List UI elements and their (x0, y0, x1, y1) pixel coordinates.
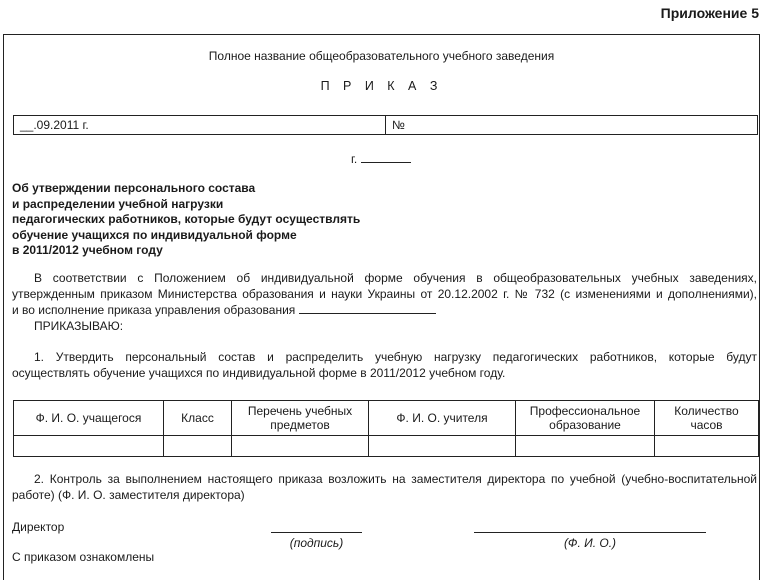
director-label: Директор (12, 520, 65, 534)
column-header: Класс (164, 401, 232, 436)
order-date: __.09.2011 г. (14, 116, 386, 134)
city-blank-line (361, 151, 411, 163)
table-cell (164, 436, 232, 457)
name-line (474, 532, 706, 533)
signature-caption: (подпись) (289, 536, 344, 550)
signature-line (271, 532, 362, 533)
city-field (351, 151, 411, 166)
acknowledged-label: С приказом ознакомлены (12, 550, 155, 564)
subject-line: в 2011/2012 учебном году (12, 243, 163, 257)
table-cell (232, 436, 369, 457)
city-label: г. (351, 152, 358, 166)
subject-line: обучение учащихся по индивидуальной форме (12, 227, 297, 242)
order-number-label: № (392, 118, 405, 132)
order-subject (12, 181, 360, 259)
table-cell (655, 436, 759, 457)
subject-line: педагогических работников, которые будут осуществлять (12, 212, 361, 226)
table-row (14, 436, 759, 457)
item-2 (12, 471, 757, 503)
institution-name: Полное название общеобразовательного учебного заведения (208, 49, 555, 63)
item-1 (12, 349, 757, 381)
date-number-row (13, 115, 758, 135)
appendix-label: Приложение 5 (660, 5, 759, 21)
column-header: Ф. И. О. учащегося (14, 401, 164, 436)
table-cell (369, 436, 516, 457)
item-2-line: 2. Контроль за выполнением настоящего приказа возложить на заместителя директора по учебной (учебно-воспитательной (34, 472, 757, 486)
subject-line: Об утверждении персонального состава (12, 181, 256, 195)
preamble-line-text: и во исполнение приказа управления образования (12, 303, 296, 317)
table-header-row (14, 401, 759, 436)
document-title: П Р И К А З (320, 79, 443, 93)
preamble-line: В соответствии с Положением об индивидуальной форме обучения в общеобразовательных учебных заведениях, (34, 271, 757, 285)
column-header: Перечень учебных предметов (232, 401, 369, 436)
item-2-line: работе) (Ф. И. О. заместителя директора) (12, 488, 245, 502)
table-cell (516, 436, 655, 457)
staff-table (13, 400, 759, 457)
name-caption: (Ф. И. О.) (563, 536, 617, 550)
order-keyword: ПРИКАЗЫВАЮ: (34, 319, 124, 333)
item-1-line: осуществлять обучение учащихся по индивидуальной форме в 2011/2012 учебном году. (12, 366, 506, 380)
column-header: Ф. И. О. учителя (369, 401, 516, 436)
order-reference-blank (299, 302, 436, 314)
column-header: Профессиональное образование (516, 401, 655, 436)
subject-line: и распределении учебной нагрузки (12, 196, 224, 211)
item-1-line: 1. Утвердить персональный состав и распределить учебную нагрузку педагогических работников, которые будут (34, 350, 757, 364)
table-cell (14, 436, 164, 457)
order-form (3, 34, 760, 580)
column-header: Количество часов (655, 401, 759, 436)
preamble-line-3 (12, 302, 757, 318)
preamble (12, 270, 757, 334)
preamble-line: утвержденным приказом Министерства образования и науки Украины от 20.12.2002 г. № 732 (с изменениями и дополнениями), (12, 287, 757, 301)
